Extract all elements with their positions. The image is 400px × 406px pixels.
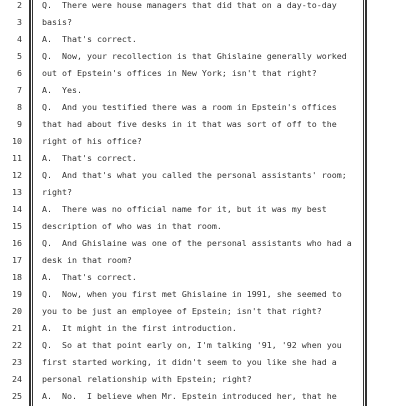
transcript-line [0,0,400,14]
line-text: A. There was no official name for it, but it was my best [42,203,327,214]
transcript-line [0,218,400,235]
transcript-line [0,269,400,286]
line-text: Q. So at that point early on, I'm talking '91, '92 when you [42,339,342,350]
line-number: 5 [17,50,22,61]
transcript-line [0,371,400,388]
line-number: 22 [12,339,22,350]
transcript-line [0,167,400,184]
transcript-line [0,286,400,303]
line-text: right? [42,186,72,197]
transcript-line [0,184,400,201]
line-number: 14 [12,203,22,214]
line-text: personal relationship with Epstein; right? [42,373,252,384]
transcript-line [0,303,400,320]
transcript-line [0,235,400,252]
line-number: 17 [12,254,22,265]
transcript-line [0,31,400,48]
transcript-line [0,116,400,133]
transcript-line [0,201,400,218]
line-text: A. That's correct. [42,271,137,282]
transcript-line [0,388,400,405]
line-text: A. It might in the first introduction. [42,322,237,333]
line-number: 2 [17,0,22,10]
transcript-line [0,99,400,116]
transcript-line [0,14,400,31]
line-text: desk in that room? [42,254,132,265]
line-number: 6 [17,67,22,78]
line-text: A. That's correct. [42,152,137,163]
line-number: 20 [12,305,22,316]
line-number: 24 [12,373,22,384]
transcript-line [0,150,400,167]
transcript-line [0,337,400,354]
line-text: A. Yes. [42,84,82,95]
line-number: 4 [17,33,22,44]
transcript-line [0,82,400,99]
line-number: 11 [12,152,22,163]
line-text: first started working, it didn't seem to you like she had a [42,356,337,367]
line-text: description of who was in that room. [42,220,222,231]
line-number: 23 [12,356,22,367]
line-number: 7 [17,84,22,95]
line-number: 25 [12,390,22,401]
transcript-line [0,252,400,269]
line-text: right of his office? [42,135,142,146]
transcript-line [0,48,400,65]
line-text: Q. Now, when you first met Ghislaine in 1991, she seemed to [42,288,342,299]
line-number: 3 [17,16,22,27]
transcript-line [0,320,400,337]
line-text: A. No. I believe when Mr. Epstein introduced her, that he [42,390,337,401]
line-number: 15 [12,220,22,231]
line-text: A. That's correct. [42,33,137,44]
line-number: 9 [17,118,22,129]
transcript-line [0,133,400,150]
line-number: 13 [12,186,22,197]
line-text: you to be just an employee of Epstein; isn't that right? [42,305,322,316]
line-number: 18 [12,271,22,282]
line-number: 8 [17,101,22,112]
line-text: Q. There were house managers that did that on a day-to-day [42,0,337,10]
transcript-line [0,354,400,371]
line-number: 16 [12,237,22,248]
line-number: 12 [12,169,22,180]
line-number: 10 [12,135,22,146]
line-text: basis? [42,16,72,27]
line-text: out of Epstein's offices in New York; isn't that right? [42,67,317,78]
transcript-line [0,65,400,82]
line-number: 21 [12,322,22,333]
line-text: Q. And that's what you called the personal assistants' room; [42,169,347,180]
line-text: Q. And you testified there was a room in Epstein's offices [42,101,337,112]
line-number: 19 [12,288,22,299]
line-text: Q. And Ghislaine was one of the personal assistants who had a [42,237,352,248]
line-text: that had about five desks in it that was sort of off to the [42,118,337,129]
line-text: Q. Now, your recollection is that Ghislaine generally worked [42,50,347,61]
